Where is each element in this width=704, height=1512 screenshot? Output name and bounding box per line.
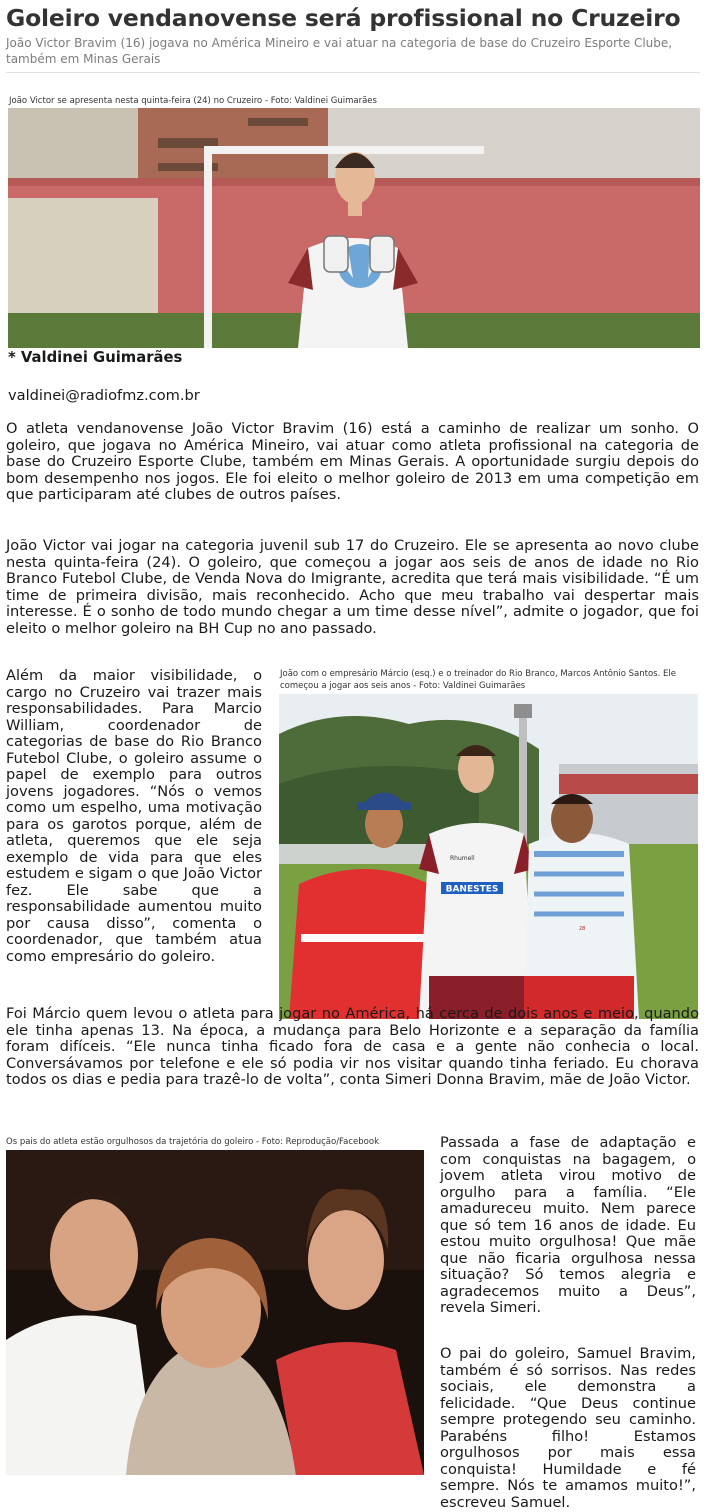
parents-photo[interactable] [6,1150,424,1475]
title-divider [6,72,700,73]
paragraph-5: Passada a fase de adaptação e com conquistas na bagagem, o jovem atleta virou motivo de orgulho para a família. “Ele amadureceu muito. Nem parece que só tem 16 anos de idade. Eu estou muito orgulhosa! Que mãe que não ficaria orgulhosa nessa situação? Só temos alegria e agradecemos muito a Deus”, revela Simeri. [440,1134,696,1316]
paragraph-6: O pai do goleiro, Samuel Bravim, também é só sorrisos. Nas redes sociais, ele demonstra a felicidade. “Que Deus continue sempre protegendo seu caminho. Parabéns filho! Estamos orgulhosos por mais essa conquista! Humildade e fé sempre. Nós te amamos muito!”, escreveu Samuel. [440,1345,696,1511]
author-name: * Valdinei Guimarães [8,349,183,366]
article-title: Goleiro vendanovense será profissional no Cruzeiro [6,4,681,32]
paragraph-3: Além da maior visibilidade, o cargo no Cruzeiro vai trazer mais responsabilidades. Para Marcio William, coordenador de categorias de base do Rio Branco Futebol Clube, o goleiro assume o papel de exemplo para outros jovens jogadores. “Nós o vemos como um espelho, uma motivação para os garotos porque, além de atleta, queremos que ele seja exemplo de vida para que eles estudem e sigam o que João Victor fez. Ele sabe que a responsabilidade aumentou muito por causa disso”, comenta o coordenador, que também atua como empresário do goleiro. [6,667,262,965]
jersey-sponsor-text: BANESTES [445,884,499,895]
paragraph-1: O atleta vendanovense João Victor Bravim (16) está a caminho de realizar um sonho. O goleiro, que jogava no América Mineiro, vai atuar como atleta profissional na categoria de base do Cruzeiro Esporte Clube, também em Minas Gerais. A oportunidade surgiu depois do bom desempenho nos jogos. Ele foi eleito o melhor goleiro de 2013 em uma competição em que participaram até clubes de outros países. [6,420,699,503]
photo2-caption: João com o empresário Márcio (esq.) e o treinador do Rio Branco, Marcos Antônio Santos. Ele começou a jogar aos seis anos - Foto: Valdinei Guimarães [280,669,676,691]
photo1-caption: João Victor se apresenta nesta quinta-feira (24) no Cruzeiro - Foto: Valdinei Guimarães [9,96,377,106]
photo3-caption: Os pais do atleta estão orgulhosos da trajetória do goleiro - Foto: Reprodução/Facebook [6,1137,379,1147]
coach-and-player-photo[interactable] [279,694,698,1019]
article-subtitle: João Victor Bravim (16) jogava no América Mineiro e vai atuar na categoria de base do Cruzeiro Esporte Clube, também em Minas Gerais [6,36,673,66]
jersey-number-text: 28 [579,926,586,932]
author-email-link[interactable]: valdinei@radiofmz.com.br [8,387,200,404]
goalkeeper-photo[interactable] [8,108,700,348]
paragraph-2: João Victor vai jogar na categoria juvenil sub 17 do Cruzeiro. Ele se apresenta ao novo clube nesta quinta-feira (24). O goleiro, que começou a jogar aos seis de anos de idade no Rio Branco Futebol Clube, de Venda Nova do Imigrante, acredita que terá mais visibilidade. “É um time de primeira divisão, mais reconhecido. Acho que meu trabalho vai despertar mais interesse. É o sonho de todo mundo chegar a um time desse nível”, admite o jogador, que foi eleito o melhor goleiro na BH Cup no ano passado. [6,537,699,637]
paragraph-4: Foi Márcio quem levou o atleta para jogar no América, há cerca de dois anos e meio, quando ele tinha apenas 13. Na época, a mudança para Belo Horizonte e a separação da família foram difíceis. “Ele nunca tinha ficado fora de casa e a gente não conhecia o local. Conversávamos por telefone e ele só podia vir nos visitar quando tinha feriado. Eu chorava todos os dias e pedia para trazê-lo de volta”, conta Simeri Donna Bravim, mãe de João Victor. [6,1005,699,1088]
jersey-brand-text: Rhumell [450,855,475,862]
